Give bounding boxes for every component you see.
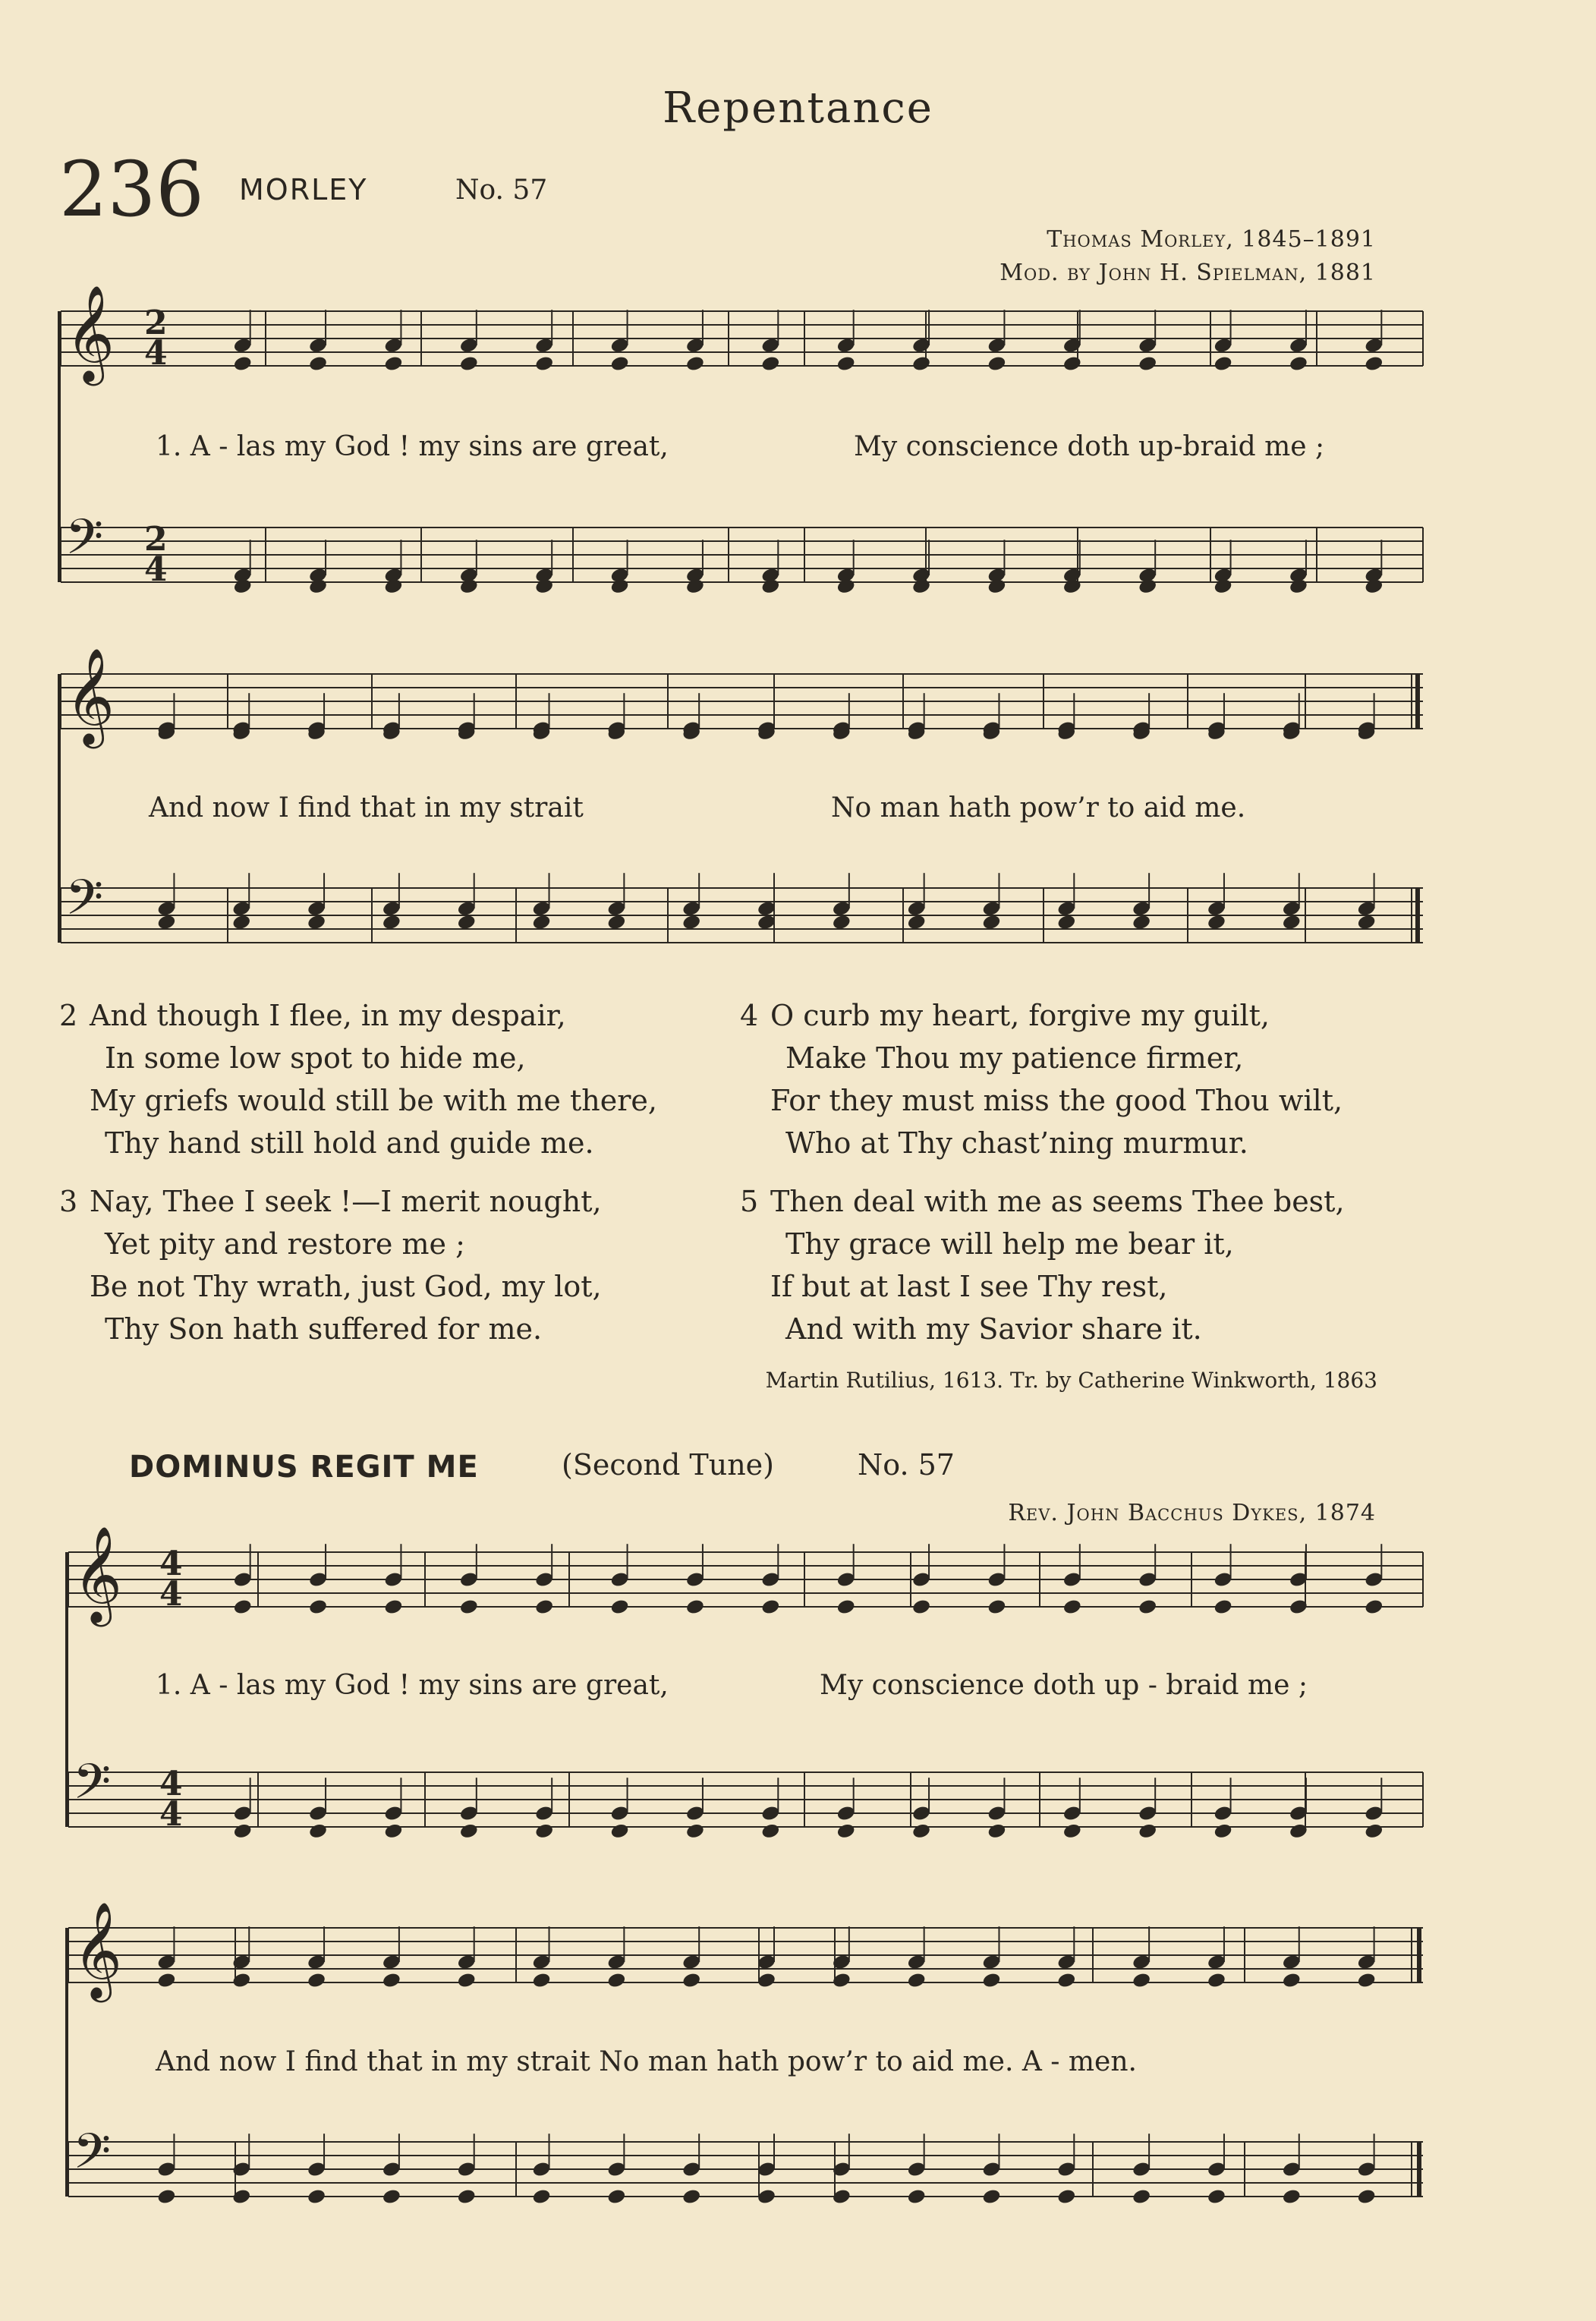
second-lyric-line-2: And now I find that in my strait No man hath pow’r to aid me. A - men. xyxy=(156,2046,1137,2077)
note-head xyxy=(308,1822,328,1840)
note-head xyxy=(1062,1598,1082,1616)
note-head xyxy=(534,1598,554,1616)
note-head xyxy=(1207,2188,1226,2206)
note-head xyxy=(907,2188,927,2206)
note-head xyxy=(685,355,705,373)
note-head xyxy=(981,2188,1001,2206)
note-head xyxy=(459,1598,479,1616)
treble-clef: 𝄞 xyxy=(73,1901,123,1998)
note-head xyxy=(682,1972,701,1989)
second-lyric-line-1a: 1. A - las my God ! my sins are great, xyxy=(156,1670,669,1701)
note-head xyxy=(609,1598,629,1616)
note-head xyxy=(1357,2188,1377,2206)
note-head xyxy=(760,1598,780,1616)
note-head xyxy=(609,355,629,373)
note-head xyxy=(911,578,931,595)
tune-name: MORLEY xyxy=(239,173,368,206)
stanza-line: My griefs would still be with me there, xyxy=(90,1084,657,1117)
stanza-line: Thy grace will help me bear it, xyxy=(785,1227,1234,1261)
note-head xyxy=(1364,1822,1384,1840)
note-head xyxy=(459,578,479,595)
treble-clef: 𝄞 xyxy=(73,1525,123,1623)
note-head xyxy=(156,914,176,931)
second-lyric-line-1b: My conscience doth up - braid me ; xyxy=(820,1670,1308,1701)
stanza-line: Nay, Thee I seek !—I merit nought, xyxy=(90,1185,602,1218)
bass-clef: 𝄢 xyxy=(65,869,104,938)
note-head xyxy=(1357,914,1377,931)
lyric-line-1b: My conscience doth up-braid me ; xyxy=(854,431,1325,462)
section-title: Repentance xyxy=(663,83,933,133)
second-tune-name: DOMINUS REGIT ME xyxy=(129,1450,479,1485)
note-head xyxy=(231,914,251,931)
note-head xyxy=(308,1598,328,1616)
stanza-4 xyxy=(740,994,1343,1164)
stanza-line: And though I flee, in my despair, xyxy=(90,999,566,1032)
note-head xyxy=(382,2188,401,2206)
bass-clef: 𝄢 xyxy=(73,1753,112,1822)
time-signature-bass-1-top: 2 xyxy=(144,520,168,559)
stanza-line: Thy hand still hold and guide me. xyxy=(105,1126,594,1160)
time-signature-treble-2-bottom: 4 xyxy=(159,1575,183,1614)
note-head xyxy=(382,914,401,931)
note-head xyxy=(1138,355,1157,373)
treble-clef: 𝄞 xyxy=(65,647,115,745)
time-signature-treble-2-top: 4 xyxy=(159,1545,183,1583)
note-head xyxy=(534,1822,554,1840)
note-head xyxy=(836,355,856,373)
note-head xyxy=(1056,914,1076,931)
stanza-5 xyxy=(740,1180,1345,1350)
note-head xyxy=(685,1822,705,1840)
time-signature-treble-1-bottom: 4 xyxy=(144,334,168,373)
note-head xyxy=(307,1972,326,1989)
stanza-line: O curb my heart, forgive my guilt, xyxy=(770,999,1270,1032)
tune-reference: No. 57 xyxy=(455,175,548,206)
note-head xyxy=(459,1822,479,1840)
note-head xyxy=(1364,578,1384,595)
stanza-3 xyxy=(59,1180,602,1350)
note-head xyxy=(911,1822,931,1840)
stanza-number: 4 xyxy=(740,999,759,1032)
hymn-number: 236 xyxy=(59,145,204,234)
note-head xyxy=(534,578,554,595)
note-head xyxy=(1282,1972,1302,1989)
stanza-line: Who at Thy chast’ning murmur. xyxy=(785,1126,1248,1160)
note-head xyxy=(1213,355,1232,373)
note-head xyxy=(531,914,551,931)
note-head xyxy=(836,1822,856,1840)
note-head xyxy=(1132,2188,1151,2206)
note-head xyxy=(609,1822,629,1840)
note-head xyxy=(308,578,328,595)
note-head xyxy=(1132,1972,1151,1989)
note-head xyxy=(685,578,705,595)
note-head xyxy=(307,914,326,931)
lyric-line-2b: No man hath pow’r to aid me. xyxy=(831,792,1246,824)
note-head xyxy=(1213,1598,1232,1616)
stanza-line: Yet pity and restore me ; xyxy=(105,1227,465,1261)
note-head xyxy=(1213,1822,1232,1840)
note-head xyxy=(1056,1972,1076,1989)
note-head xyxy=(907,914,927,931)
note-head xyxy=(981,914,1001,931)
note-head xyxy=(233,355,253,373)
note-head xyxy=(1282,2188,1302,2206)
bass-clef: 𝄢 xyxy=(73,2123,112,2192)
note-head xyxy=(383,1822,403,1840)
lyric-line-2a: And now I find that in my strait xyxy=(149,792,584,824)
note-head xyxy=(156,2188,176,2206)
stanza-line: For they must miss the good Thou wilt, xyxy=(770,1084,1343,1117)
note-head xyxy=(606,1972,626,1989)
note-head xyxy=(911,355,931,373)
note-head xyxy=(832,914,852,931)
note-head xyxy=(1207,914,1226,931)
second-tune-reference: No. 57 xyxy=(858,1448,955,1482)
note-head xyxy=(233,1598,253,1616)
note-head xyxy=(682,914,701,931)
time-signature-bass-2-top: 4 xyxy=(159,1765,183,1803)
note-head xyxy=(459,355,479,373)
time-signature-bass-2-bottom: 4 xyxy=(159,1795,183,1834)
note-head xyxy=(1062,1822,1082,1840)
note-head xyxy=(1282,914,1302,931)
time-signature-bass-1-bottom: 4 xyxy=(144,550,168,589)
stanza-number: 3 xyxy=(59,1185,78,1218)
note-head xyxy=(760,1822,780,1840)
stanza-2 xyxy=(59,994,657,1164)
note-head xyxy=(760,355,780,373)
note-head xyxy=(307,2188,326,2206)
stanza-line: Then deal with me as seems Thee best, xyxy=(770,1185,1345,1218)
note-head xyxy=(1132,914,1151,931)
lyric-line-1a: 1. A - las my God ! my sins are great, xyxy=(156,431,669,462)
second-tune-composer: Rev. John Bacchus Dykes, 1874 xyxy=(1008,1500,1376,1526)
note-head xyxy=(1056,2188,1076,2206)
note-head xyxy=(531,1972,551,1989)
note-head xyxy=(156,1972,176,1989)
note-head xyxy=(987,1598,1006,1616)
note-head xyxy=(1207,1972,1226,1989)
stanza-line: Be not Thy wrath, just God, my lot, xyxy=(90,1270,602,1303)
note-head xyxy=(606,914,626,931)
note-head xyxy=(609,578,629,595)
note-head xyxy=(457,914,477,931)
stanza-line: In some low spot to hide me, xyxy=(105,1041,526,1075)
composer-credit: Thomas Morley, 1845–1891 xyxy=(1047,226,1376,253)
note-head xyxy=(685,1598,705,1616)
note-head xyxy=(534,355,554,373)
note-head xyxy=(457,2188,477,2206)
note-head xyxy=(1289,578,1308,595)
stanza-line: And with my Savior share it. xyxy=(785,1312,1202,1346)
treble-clef: 𝄞 xyxy=(65,284,115,382)
stanza-number: 2 xyxy=(59,999,78,1032)
note-head xyxy=(836,1598,856,1616)
note-head xyxy=(1062,578,1082,595)
note-head xyxy=(987,578,1006,595)
note-head xyxy=(383,1598,403,1616)
note-head xyxy=(1062,355,1082,373)
note-head xyxy=(606,2188,626,2206)
note-head xyxy=(383,355,403,373)
stanza-line: Make Thou my patience firmer, xyxy=(785,1041,1244,1075)
note-head xyxy=(682,2188,701,2206)
note-head xyxy=(981,1972,1001,1989)
note-head xyxy=(907,1972,927,1989)
note-head xyxy=(382,1972,401,1989)
note-head xyxy=(836,578,856,595)
note-head xyxy=(1364,1598,1384,1616)
text-credit: Martin Rutilius, 1613. Tr. by Catherine Winkworth, 1863 xyxy=(765,1368,1377,1393)
note-head xyxy=(911,1598,931,1616)
stanza-number: 5 xyxy=(740,1185,759,1218)
note-head xyxy=(233,1822,253,1840)
time-signature-treble-1-top: 2 xyxy=(144,304,168,342)
note-head xyxy=(760,578,780,595)
note-head xyxy=(1138,1822,1157,1840)
note-head xyxy=(1138,578,1157,595)
note-head xyxy=(383,578,403,595)
note-head xyxy=(233,578,253,595)
note-head xyxy=(1357,1972,1377,1989)
note-head xyxy=(308,355,328,373)
note-head xyxy=(1138,1598,1157,1616)
note-head xyxy=(987,355,1006,373)
stanza-line: If but at last I see Thy rest, xyxy=(770,1270,1168,1303)
note-head xyxy=(1364,355,1384,373)
note-head xyxy=(1289,355,1308,373)
note-head xyxy=(1213,578,1232,595)
stanza-line: Thy Son hath suffered for me. xyxy=(105,1312,543,1346)
bass-clef: 𝄢 xyxy=(65,509,104,578)
note-head xyxy=(987,1822,1006,1840)
second-tune-subtitle: (Second Tune) xyxy=(562,1448,774,1482)
note-head xyxy=(457,1972,477,1989)
note-head xyxy=(531,2188,551,2206)
modifier-credit: Mod. by John H. Spielman, 1881 xyxy=(999,260,1376,286)
